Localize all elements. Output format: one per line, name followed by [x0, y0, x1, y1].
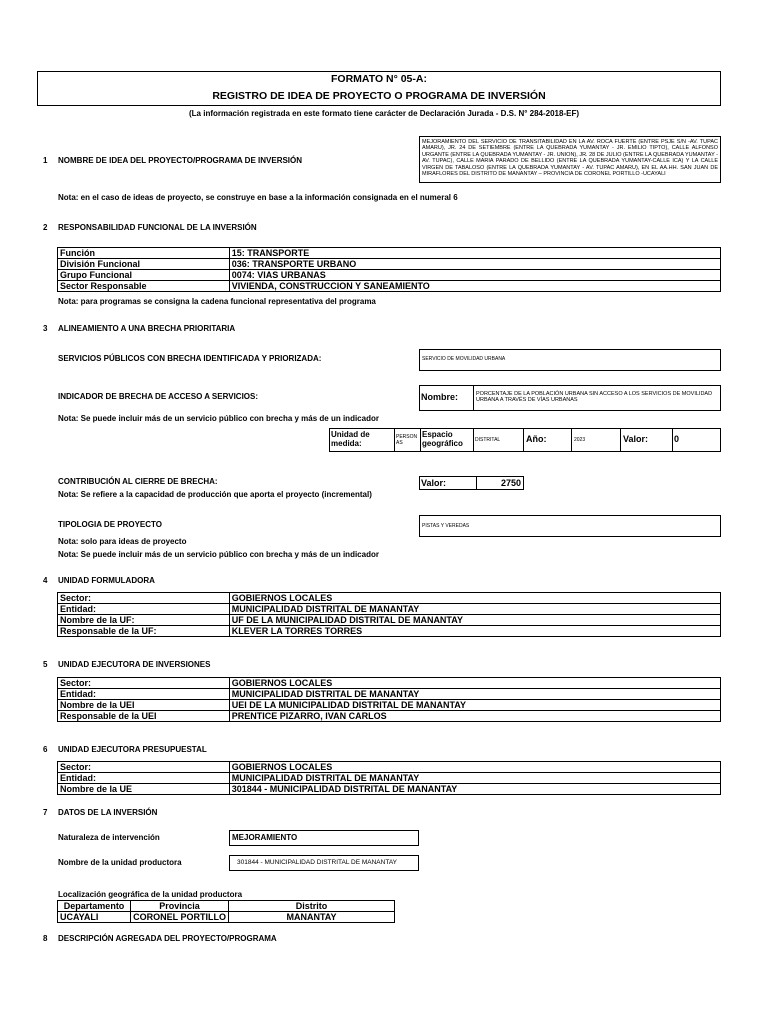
unidad-value: PERSONAS: [396, 434, 418, 446]
row-value: KLEVER LA TORRES TORRES: [229, 626, 720, 637]
row-value: UEI DE LA MUNICIPALIDAD DISTRITAL DE MANANTAY: [229, 700, 720, 711]
row-value: GOBIERNOS LOCALES: [229, 762, 720, 773]
executing-unit-table: [57, 677, 721, 722]
unidad-productora-value: 301844 - MUNICIPALIDAD DISTRITAL DE MANANTAY: [237, 859, 398, 866]
row-value: MUNICIPALIDAD DISTRITAL DE MANANTAY: [229, 604, 720, 615]
table-row: [58, 784, 721, 795]
section-7-number: 7: [43, 808, 48, 817]
row-label: Sector:: [58, 678, 230, 689]
divider: [473, 386, 474, 410]
row-value: PRENTICE PIZARRO, IVAN CARLOS: [229, 711, 720, 722]
form-title: FORMATO N° 05-A:: [331, 73, 427, 85]
indicador-box: [419, 385, 721, 411]
indicador-label: INDICADOR DE BRECHA DE ACCESO A SERVICIOS:: [58, 392, 259, 401]
location-table: [57, 900, 395, 923]
section-3-note-1: Nota: Se puede incluir más de un servicio público con brecha y más de un indicador: [58, 414, 379, 423]
divider: [672, 429, 673, 451]
naturaleza-label: Naturaleza de intervención: [58, 833, 160, 842]
section-6-number: 6: [43, 745, 48, 754]
divider: [620, 429, 621, 451]
anio-value: 2023: [574, 437, 586, 443]
functional-responsibility-table: [57, 247, 721, 292]
section-2-number: 2: [43, 223, 48, 232]
row-value: MUNICIPALIDAD DISTRITAL DE MANANTAY: [229, 773, 720, 784]
table-row: [58, 711, 721, 722]
section-5-number: 5: [43, 660, 48, 669]
form-header: [37, 71, 721, 106]
section-2-note: Nota: para programas se consigna la cadena funcional representativa del programa: [58, 297, 376, 306]
declaration-note: (La información registrada en este formato tiene carácter de Declaración Jurada - D.S. N° 284-2018-EF): [189, 109, 579, 118]
project-name-box: [419, 136, 721, 183]
servicios-label: SERVICIOS PÚBLICOS CON BRECHA IDENTIFICADA Y PRIORIZADA:: [58, 354, 322, 363]
section-1-note: Nota: en el caso de ideas de proyecto, se construye en base a la información consignada en el numeral 6: [58, 193, 458, 202]
row-value: UF DE LA MUNICIPALIDAD DISTRITAL DE MANANTAY: [229, 615, 720, 626]
espacio-label: Espacio geográfico: [422, 430, 463, 448]
unidad-productora-label: Nombre de la unidad productora: [58, 858, 182, 867]
row-label: Nombre de la UF:: [58, 615, 230, 626]
contrib-valor-value: 2750: [500, 478, 521, 488]
row-value: 301844 - MUNICIPALIDAD DISTRITAL DE MANANTAY: [229, 784, 720, 795]
servicios-box: [419, 349, 721, 371]
contrib-label: CONTRIBUCIÓN AL CIERRE DE BRECHA:: [58, 477, 218, 486]
table-row: [58, 912, 395, 923]
tipologia-box: [419, 515, 721, 537]
row-label: Entidad:: [58, 689, 230, 700]
loc-distrito: MANANTAY: [228, 912, 394, 923]
servicios-value: SERVICIO DE MOVILIDAD URBANA: [422, 356, 506, 362]
section-3-number: 3: [43, 324, 48, 333]
loc-provincia: CORONEL PORTILLO: [131, 912, 229, 923]
row-label: Nombre de la UE: [58, 784, 230, 795]
table-row: [58, 901, 395, 912]
contrib-note: Nota: Se refiere a la capacidad de producción que aporta el proyecto (incremental): [58, 490, 372, 499]
loc-header-provincia: Provincia: [131, 901, 229, 912]
budget-unit-table: [57, 761, 721, 795]
tipologia-value: PISTAS Y VEREDAS: [422, 523, 470, 529]
row-value: GOBIERNOS LOCALES: [229, 678, 720, 689]
row-value: 15: TRANSPORTE: [229, 248, 720, 259]
table-row: [58, 604, 721, 615]
localizacion-title: Localización geográfica de la unidad productora: [58, 890, 243, 899]
section-8-number: 8: [43, 934, 48, 943]
loc-header-distrito: Distrito: [228, 901, 394, 912]
row-label: Entidad:: [58, 773, 230, 784]
row-label: Entidad:: [58, 604, 230, 615]
nombre-label: Nombre:: [421, 392, 459, 402]
nombre-value: PORCENTAJE DE LA POBLACIÓN URBANA SIN ACCESO A LOS SERVICIOS DE MOVILIDAD URBANA A TRAVÉS DE VÍAS URBANAS: [476, 391, 713, 404]
row-label: Responsable de la UEI: [58, 711, 230, 722]
section-2-title: RESPONSABILIDAD FUNCIONAL DE LA INVERSIÓN: [58, 223, 257, 232]
table-row: [58, 593, 721, 604]
formulating-unit-table: [57, 592, 721, 637]
row-value: 036: TRANSPORTE URBANO: [229, 259, 720, 270]
divider: [476, 477, 477, 489]
unidad-productora-box: [229, 855, 419, 871]
form-subtitle: REGISTRO DE IDEA DE PROYECTO O PROGRAMA DE INVERSIÓN: [212, 90, 546, 102]
naturaleza-value: MEJORAMIENTO: [232, 833, 298, 842]
section-7-title: DATOS DE LA INVERSIÓN: [58, 808, 158, 817]
loc-header-departamento: Departamento: [58, 901, 131, 912]
section-1-title: NOMBRE DE IDEA DEL PROYECTO/PROGRAMA DE INVERSIÓN: [58, 156, 303, 165]
row-label: Sector:: [58, 593, 230, 604]
row-value: GOBIERNOS LOCALES: [229, 593, 720, 604]
contrib-valor-label: Valor:: [421, 478, 447, 488]
table-row: [58, 773, 721, 784]
row-label: Nombre de la UEI: [58, 700, 230, 711]
row-label: Grupo Funcional: [58, 270, 230, 281]
section-4-number: 4: [43, 576, 48, 585]
loc-departamento: UCAYALI: [58, 912, 131, 923]
section-4-title: UNIDAD FORMULADORA: [58, 576, 155, 585]
tipologia-label: TIPOLOGIA DE PROYECTO: [58, 520, 163, 529]
table-row: [58, 700, 721, 711]
row-label: Responsable de la UF:: [58, 626, 230, 637]
section-1-number: 1: [43, 156, 48, 165]
divider: [394, 429, 395, 451]
row-label: Función: [58, 248, 230, 259]
table-row: [58, 689, 721, 700]
row-value: VIVIENDA, CONSTRUCCION Y SANEAMIENTO: [229, 281, 720, 292]
project-name-value: MEJORAMIENTO DEL SERVICIO DE TRANSITABILIDAD EN LA AV. ROCA FUERTE (ENTRE PSJE S/N -AV. TUPAC AMARU), JR. 24 DE SETIEMBRE (ENTRE LA QUEBRADA YUMANTAY - JR. EMILIO TIPTO), CALLE ALFONSO URGANTE (ENTRE LA QUEBRADA YUMANTAY - JR. UNION), JR. 28 DE JULIO (ENTRE LA QUEBRADA YUMANTAY - AV. TUPAC), CALLE MARIA PARADO DE BELLIDO (ENTRE LA QUEBRADA YUMANTAY-CALLE ICA) Y LA CALLE VIRGEN DE TABALOSO (ENTRE LA QUEBRADA YUMANTAY - AV. TUPAC AMARU), EN EL AA.HH. SAN JUAN DE MIRAFLORES DEL DISTRITO DE MANANTAY – PROVINCIA DE CORONEL PORTILLO -UCAYALI: [422, 139, 718, 178]
section-5-title: UNIDAD EJECUTORA DE INVERSIONES: [58, 660, 211, 669]
section-3-note-3: Nota: Se puede incluir más de un servicio público con brecha y más de un indicador: [58, 550, 379, 559]
unidad-label: Unidad de medida:: [331, 430, 370, 448]
table-row: [58, 678, 721, 689]
row-label: Sector Responsable: [58, 281, 230, 292]
table-row: [58, 281, 721, 292]
divider: [571, 429, 572, 451]
section-8-title: DESCRIPCIÓN AGREGADA DEL PROYECTO/PROGRAMA: [58, 934, 277, 943]
table-row: [58, 626, 721, 637]
espacio-value: DISTRITAL: [475, 437, 501, 443]
table-row: [58, 259, 721, 270]
anio-label: Año:: [526, 434, 547, 444]
row-value: 0074: VIAS URBANAS: [229, 270, 720, 281]
section-3-title: ALINEAMIENTO A UNA BRECHA PRIORITARIA: [58, 324, 236, 333]
valor-value: 0: [674, 434, 680, 444]
divider: [420, 429, 421, 451]
section-3-note-2: Nota: solo para ideas de proyecto: [58, 537, 187, 546]
indicator-detail-box: [329, 428, 721, 452]
row-label: División Funcional: [58, 259, 230, 270]
table-row: [58, 615, 721, 626]
table-row: [58, 270, 721, 281]
contrib-box: [419, 476, 524, 490]
naturaleza-box: [229, 830, 419, 846]
divider: [523, 429, 524, 451]
row-label: Sector:: [58, 762, 230, 773]
valor-label: Valor:: [623, 434, 649, 444]
section-6-title: UNIDAD EJECUTORA PRESUPUESTAL: [58, 745, 207, 754]
divider: [473, 429, 474, 451]
table-row: [58, 248, 721, 259]
row-value: MUNICIPALIDAD DISTRITAL DE MANANTAY: [229, 689, 720, 700]
table-row: [58, 762, 721, 773]
